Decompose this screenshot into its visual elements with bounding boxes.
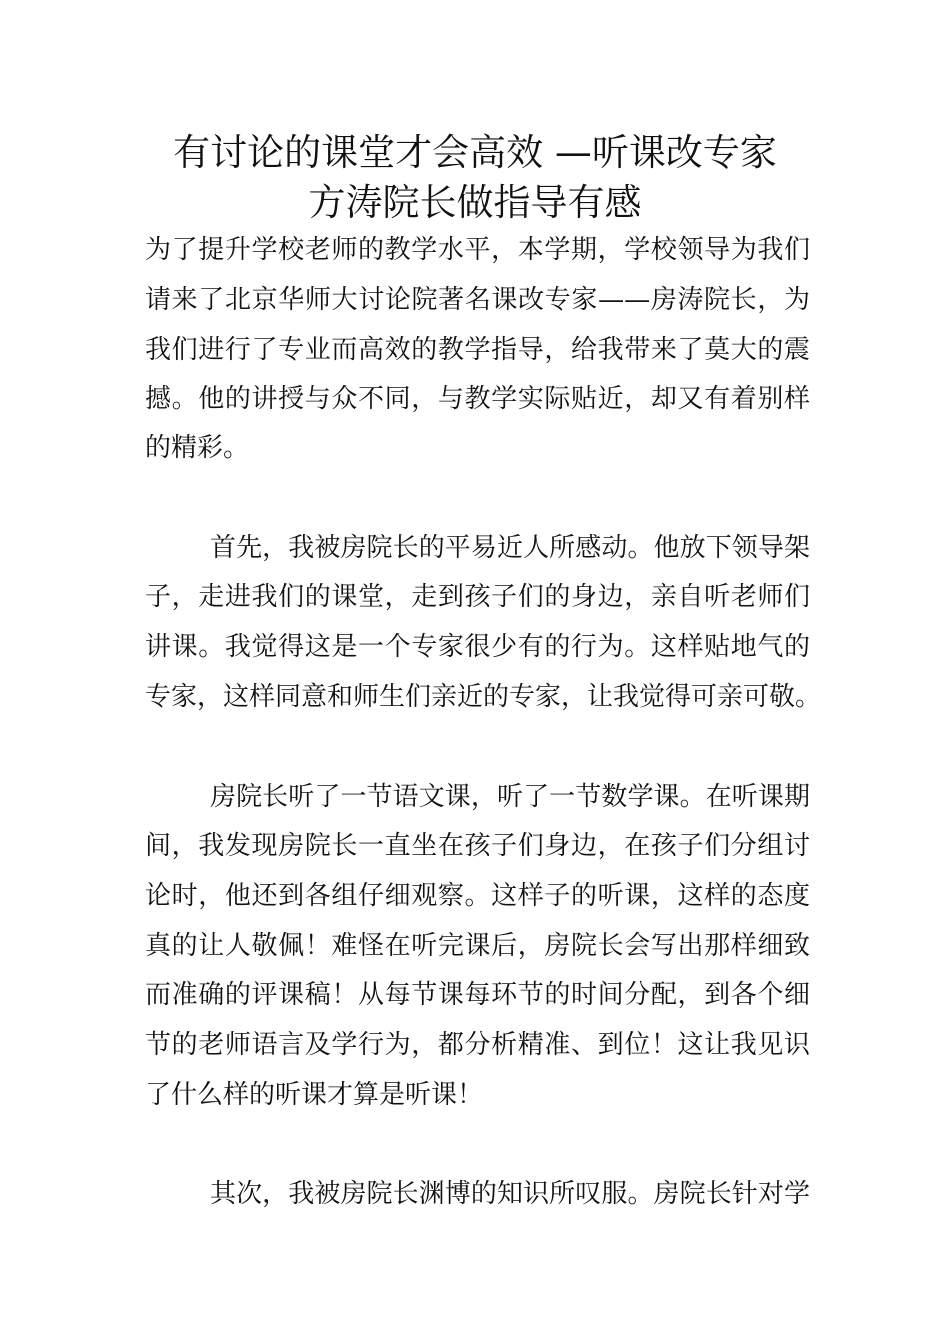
paragraph-line: 房院长听了一节语文课，听了一节数学课。在听课期	[210, 782, 810, 812]
paragraph-line: 节的老师语言及学行为，都分析精准、到位！这让我见识	[145, 1030, 810, 1060]
paragraph-line: 讲课。我觉得这是一个专家很少有的行为。这样贴地气的	[145, 632, 810, 662]
document-title-line-2: 方涛院长做指导有感	[308, 181, 642, 224]
paragraph-line: 其次，我被房院长渊博的知识所叹服。房院长针对学	[210, 1179, 810, 1209]
paragraph-line: 为了提升学校老师的教学水平，本学期，学校领导为我们	[145, 235, 810, 265]
paragraph-line: 论时，他还到各组仔细观察。这样子的听课，这样的态度	[145, 881, 810, 911]
paragraph-line: 撼。他的讲授与众不同，与教学实际贴近，却又有着别样	[145, 384, 810, 414]
paragraph-line: 真的让人敬佩！难怪在听完课后，房院长会写出那样细致	[145, 931, 810, 961]
paragraph-line: 请来了北京华师大讨论院著名课改专家——房涛院长，为	[145, 285, 810, 315]
paragraph-line: 专家，这样同意和师生们亲近的专家，让我觉得可亲可敬。	[145, 682, 822, 712]
paragraph-line: 我们进行了专业而高效的教学指导，给我带来了莫大的震	[145, 335, 810, 365]
paragraph-line: 子，走进我们的课堂，走到孩子们的身边，亲自听老师们	[145, 582, 810, 612]
paragraph-line: 的精彩。	[145, 433, 250, 463]
paragraph-line: 首先，我被房院长的平易近人所感动。他放下领导架	[210, 533, 810, 563]
paragraph-line: 而准确的评课稿！从每节课每环节的时间分配，到各个细	[145, 980, 810, 1010]
paragraph-line: 了什么样的听课才算是听课！	[145, 1080, 484, 1110]
document-title-line-1: 有讨论的课堂才会高效 —听课改专家	[173, 131, 777, 174]
paragraph-line: 间，我发现房院长一直坐在孩子们身边，在孩子们分组讨	[145, 831, 810, 861]
